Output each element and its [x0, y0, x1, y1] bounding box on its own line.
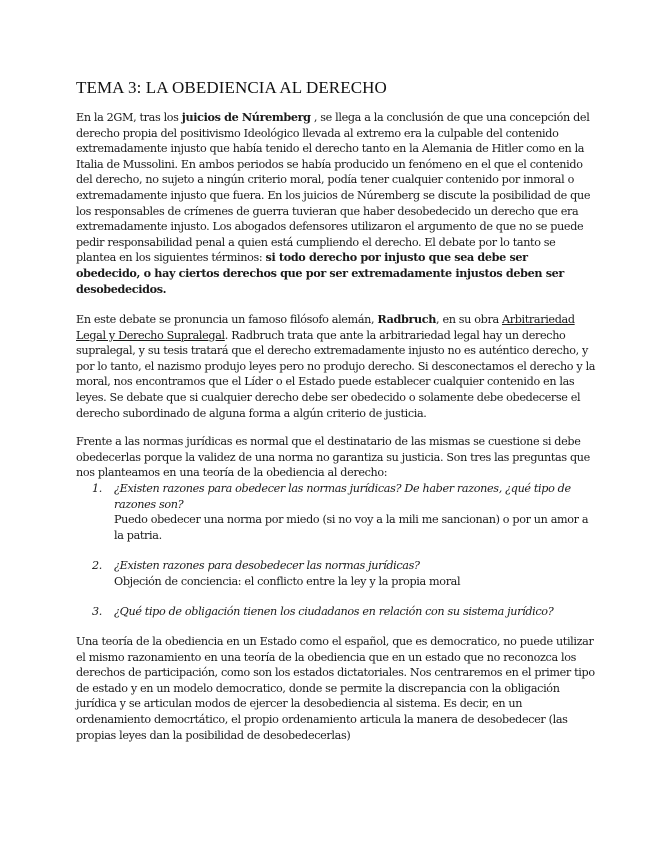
question-text: ¿Qué tipo de obligación tienen los ciudadanos en relación con su sistema jurídico? [114, 605, 554, 618]
text-line: nos planteamos en una teoría de la obediencia al derecho: [76, 466, 388, 480]
question-text: razones son? [114, 497, 184, 511]
text-line: Una teoría de la obediencia en un Estado como el español, que es democratico, no puede utilizar [76, 635, 594, 648]
text-line: extremadamente injusto que fuera. En los juicios de Núremberg se discute la posibilidad de que [76, 188, 591, 202]
book-title: Arbitrariedad [501, 313, 575, 326]
paragraph-nuremberg [76, 110, 591, 297]
text-line: derecho propia del positivismo Ideológico llevada al extremo era la culpable del contenido [76, 126, 559, 140]
paragraph-democratic-state [76, 634, 595, 743]
bold-statement: obedecido, o hay ciertos derechos que por ser extremadamente injustos deben ser [76, 265, 564, 280]
paragraph-radbruch [76, 312, 596, 421]
paragraph-questions-intro [76, 434, 590, 481]
text-line: Frente a las normas jurídicas es normal que el destinatario de las mismas se cuestione si debe [76, 435, 581, 448]
text: , en su obra [436, 313, 502, 326]
text-line: obedecerlas porque la validez de una norma no garantiza su justicia. Son tres las preguntas que [76, 450, 590, 464]
list-number: 2. [92, 559, 102, 572]
text-line: del derecho, no sujeto a ningún criterio moral, podía tener cualquier contenido por inmoral o [76, 173, 574, 187]
bold-author: Radbruch [377, 312, 437, 326]
text-line: leyes. Se debate que si cualquier derecho debe ser obedecido o solamente debe obedecerse el [76, 390, 581, 404]
text: plantea en los siguientes términos: [76, 251, 266, 265]
bold-statement: desobedecidos. [76, 281, 167, 296]
text-line: propias leyes dan la posibilidad de desobedecerlas) [76, 728, 351, 742]
text-line: jurídica y se articulan modos de ejercer la desobediencia al sistema. Es decir, en un [76, 697, 523, 711]
text: , se llega a la conclusión de que una concepción del [310, 111, 590, 124]
text-line: Italia de Mussolini. En ambos periodos se había producido un fenómeno en el que el contenido [76, 157, 583, 171]
text-line: moral, nos encontramos que el Líder o el Estado puede establecer cualquier contenido en las [76, 375, 575, 389]
list-item-2 [92, 558, 582, 590]
text: En la 2GM, tras los [76, 111, 182, 124]
text-line: el mismo razonamiento en una teoría de la obediencia que en un estado que no reconozca los [76, 650, 576, 664]
answer-text: Objeción de conciencia: el conflicto entre la ley y la propia moral [114, 574, 461, 588]
text-line: derechos de participación, como son los estados dictatoriales. Nos centraremos en el primer tipo [76, 666, 595, 680]
question-text: ¿Existen razones para obedecer las normas jurídicas? De haber razones, ¿qué tipo de [114, 482, 571, 495]
page-title: TEMA 3: LA OBEDIENCIA AL DERECHO [76, 78, 387, 97]
list-number: 3. [92, 605, 102, 618]
bold-term: juicios de Núremberg [181, 110, 311, 124]
text-line: ordenamiento democrtático, el propio ordenamiento articula la manera de desobedecer (las [76, 712, 568, 726]
text-line: de estado y en un modelo democratico, donde se permite la discrepancia con la obligación [76, 681, 560, 695]
question-text: ¿Existen razones para desobedecer las normas jurídicas? [114, 559, 420, 572]
book-title: Legal y Derecho Supralegal [76, 328, 225, 342]
list-number: 1. [92, 482, 102, 495]
text: En este debate se pronuncia un famoso filósofo alemán, [76, 313, 378, 326]
text: . Radbruch trata que ante la arbitrariedad legal hay un derecho [224, 328, 566, 342]
text-line: pedir responsabilidad penal a quien está cumpliendo el derecho. El debate por lo tanto se [76, 235, 556, 249]
text-line: los responsables de crímenes de guerra tuvieran que haber desobedecido un derecho que era [76, 204, 579, 218]
text-line: derecho subordinado de alguna forma a algún criterio de justicia. [76, 406, 427, 420]
list-item-3 [92, 604, 582, 620]
answer-text: Puedo obedecer una norma por miedo (si no voy a la mili me sancionan) o por un amor a [114, 513, 589, 527]
answer-text: la patria. [114, 528, 162, 542]
text-line: por lo tanto, el nazismo produjo leyes pero no produjo derecho. Si desconectamos el derecho y la [76, 359, 596, 373]
text-line: extremadamente injusto. Los abogados defensores utilizaron el argumento de que no se puede [76, 220, 584, 234]
text-line: supralegal, y su tesis tratará que el derecho extremadamente injusto no es auténtico derecho, y [76, 344, 589, 358]
text-line: extremadamente injusto que había tenido el derecho tanto en la Alemania de Hitler como en la [76, 142, 585, 156]
bold-statement: si todo derecho por injusto que sea debe ser [265, 250, 528, 265]
list-item-1 [92, 481, 589, 543]
